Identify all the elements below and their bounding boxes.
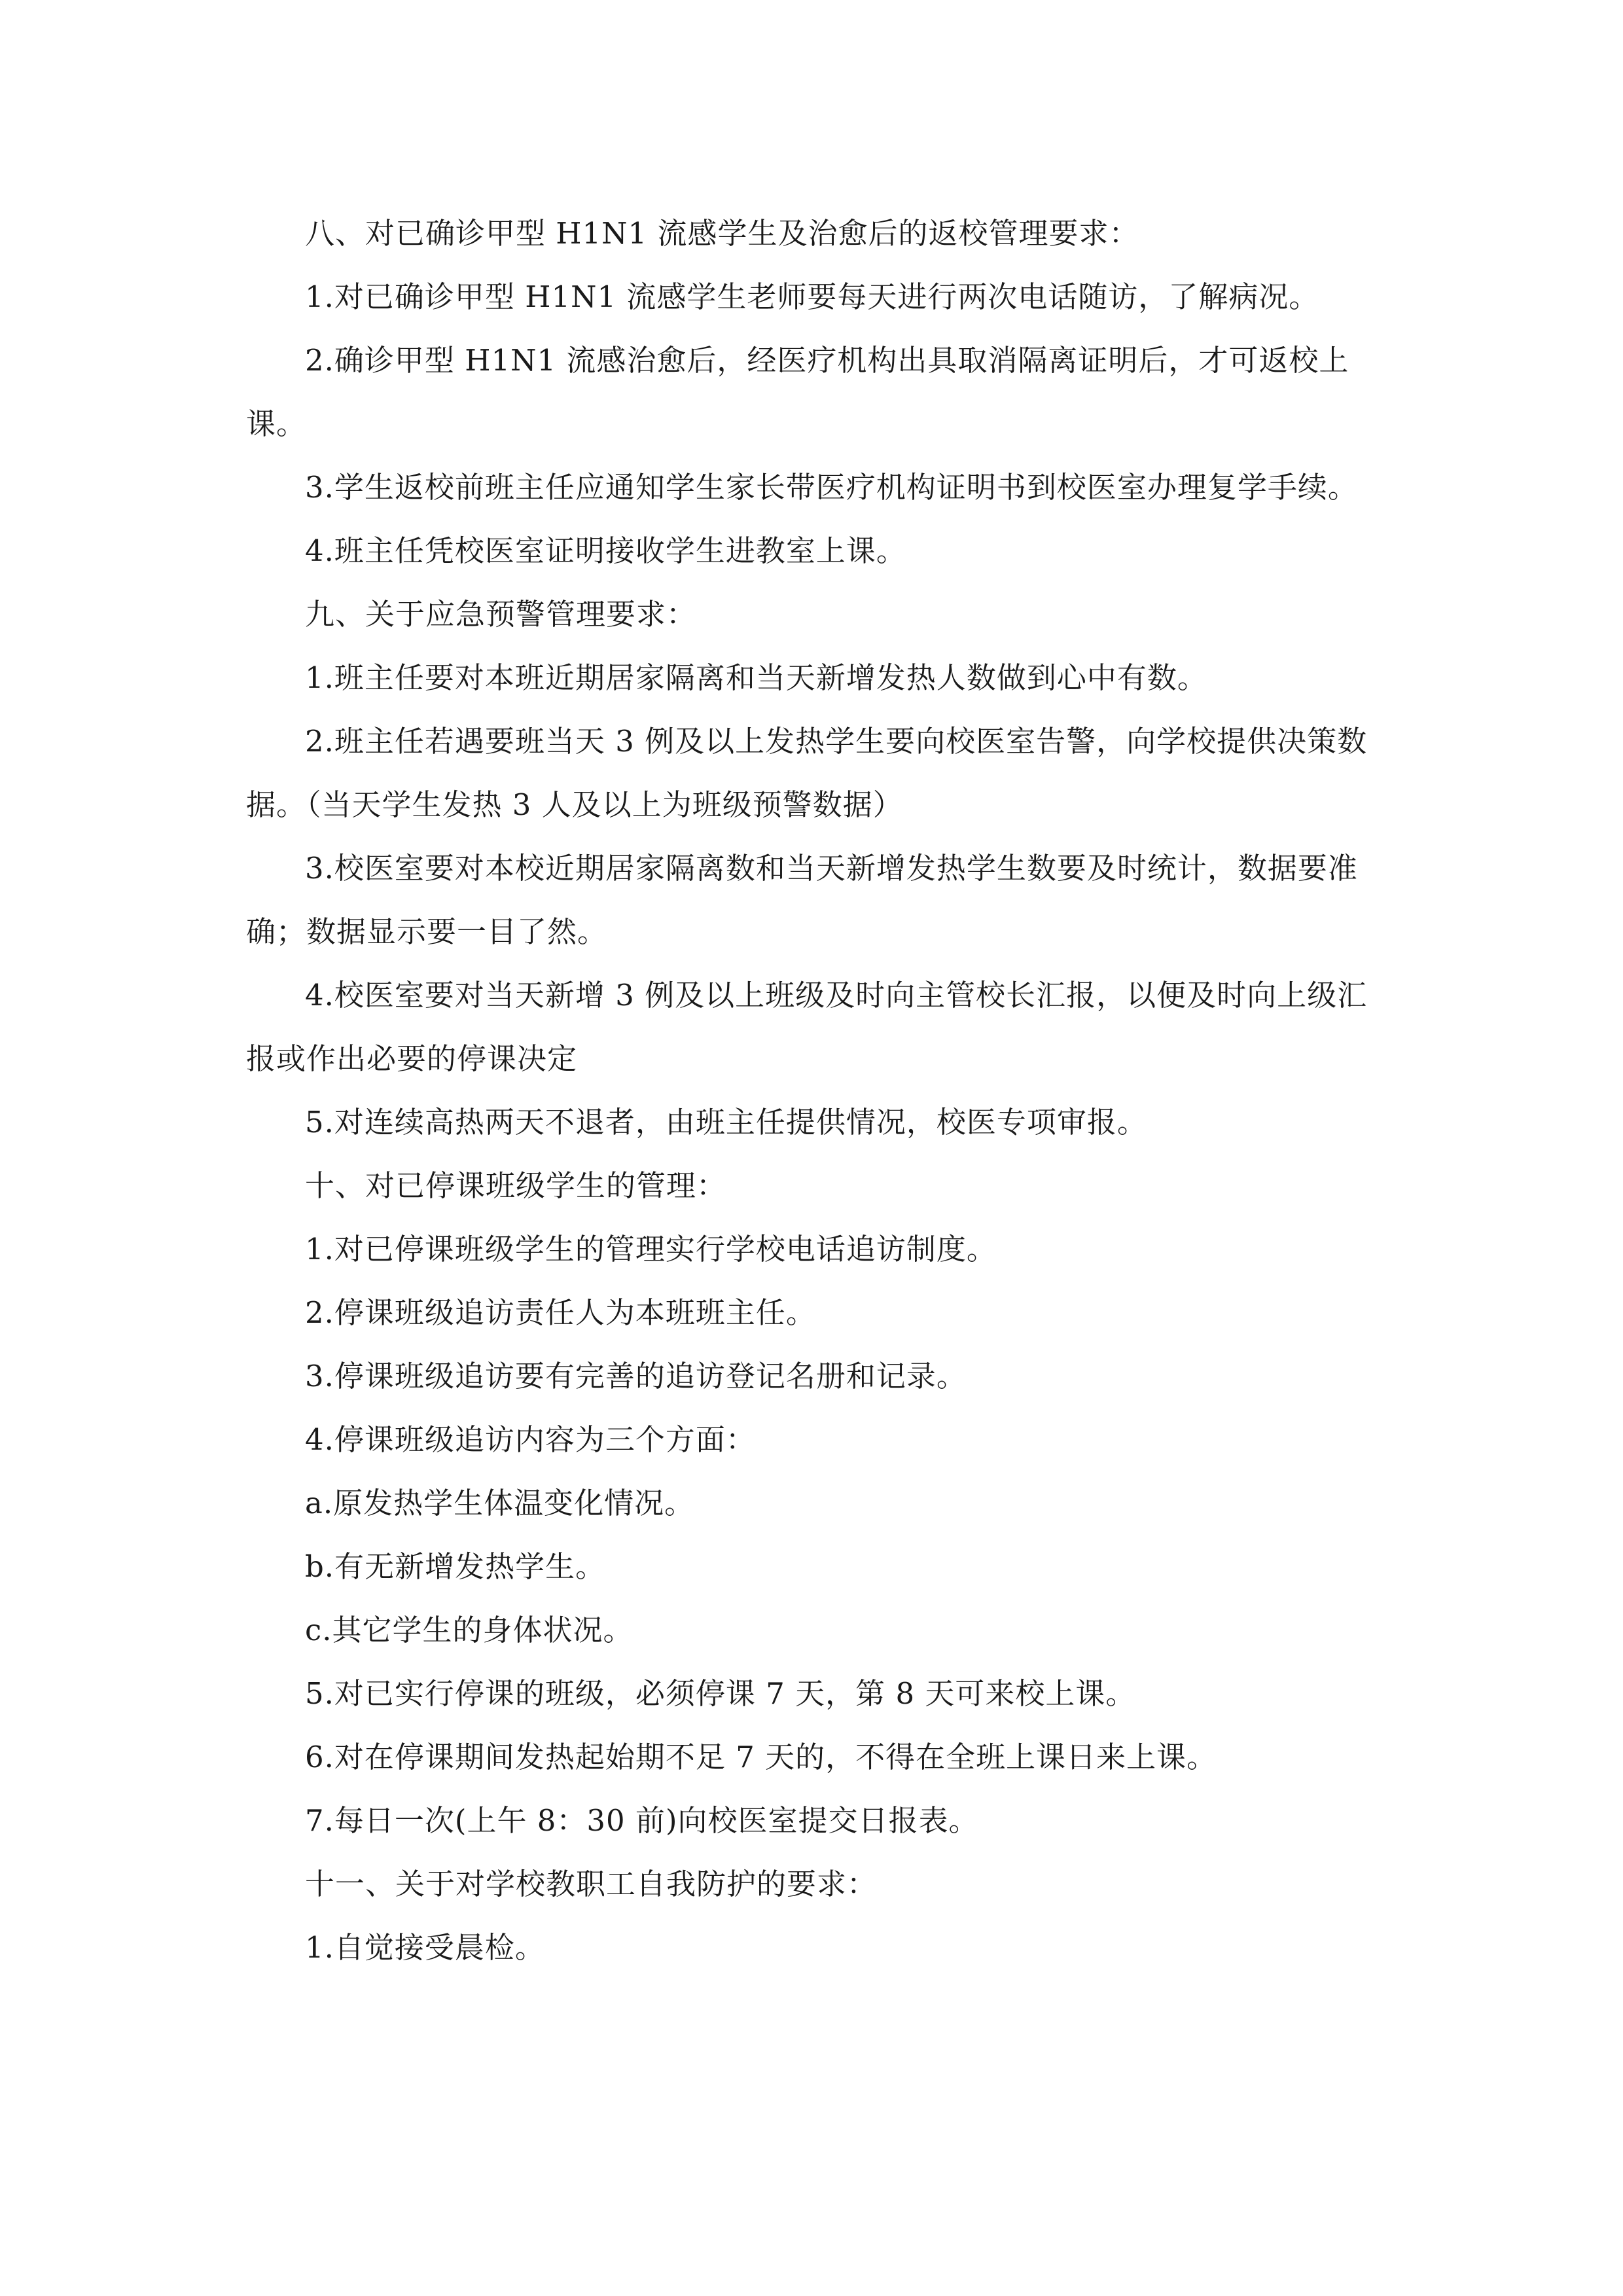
sub-item: c.其它学生的身体状况。 — [305, 1613, 633, 1647]
paragraph: 3.停课班级追访要有完善的追访登记名册和记录。 — [305, 1359, 967, 1393]
paragraph: 7.每日一次(上午 8：30 前)向校医室提交日报表。 — [305, 1803, 979, 1838]
paragraph: 1.对已停课班级学生的管理实行学校电话追访制度。 — [305, 1232, 997, 1266]
section-heading-10: 十、对已停课班级学生的管理： — [305, 1168, 727, 1203]
paragraph: 2.停课班级追访责任人为本班班主任。 — [305, 1295, 816, 1330]
paragraph: 3.校医室要对本校近期居家隔离数和当天新增发热学生数要及时统计，数据要准确；数据显示要一目了然。 — [246, 851, 1358, 949]
paragraph: 4.班主任凭校医室证明接收学生进教室上课。 — [305, 533, 906, 568]
sub-item: a.原发热学生体温变化情况。 — [305, 1486, 695, 1520]
paragraph: 3.学生返校前班主任应通知学生家长带医疗机构证明书到校医室办理复学手续。 — [305, 470, 1358, 505]
section-heading-11: 十一、关于对学校教职工自我防护的要求： — [305, 1867, 878, 1901]
section-heading-8: 八、对已确诊甲型 H1N1 流感学生及治愈后的返校管理要求： — [305, 216, 1139, 251]
paragraph: 5.对连续高热两天不退者，由班主任提供情况，校医专项审报。 — [305, 1105, 1147, 1139]
paragraph: 5.对已实行停课的班级，必须停课 7 天，第 8 天可来校上课。 — [305, 1676, 1136, 1711]
paragraph: 2.班主任若遇要班当天 3 例及以上发热学生要向校医室告警，向学校提供决策数据。（当天学生发热 3 人及以上为班级预警数据） — [246, 724, 1368, 822]
section-heading-9: 九、关于应急预警管理要求： — [305, 597, 697, 632]
paragraph: 4.校医室要对当天新增 3 例及以上班级及时向主管校长汇报，以便及时向上级汇报或作出必要的停课决定 — [246, 978, 1368, 1076]
paragraph: 2.确诊甲型 H1N1 流感治愈后，经医疗机构出具取消隔离证明后，才可返校上课。 — [246, 343, 1349, 441]
document-body — [246, 202, 1377, 1979]
paragraph: 1.对已确诊甲型 H1N1 流感学生老师要每天进行两次电话随访，了解病况。 — [305, 279, 1319, 314]
paragraph: 4.停课班级追访内容为三个方面： — [305, 1422, 756, 1457]
sub-item: b.有无新增发热学生。 — [305, 1549, 606, 1584]
paragraph: 1.班主任要对本班近期居家隔离和当天新增发热人数做到心中有数。 — [305, 660, 1207, 695]
paragraph: 6.对在停课期间发热起始期不足 7 天的，不得在全班上课日来上课。 — [305, 1740, 1217, 1774]
paragraph: 1.自觉接受晨检。 — [305, 1930, 545, 1965]
